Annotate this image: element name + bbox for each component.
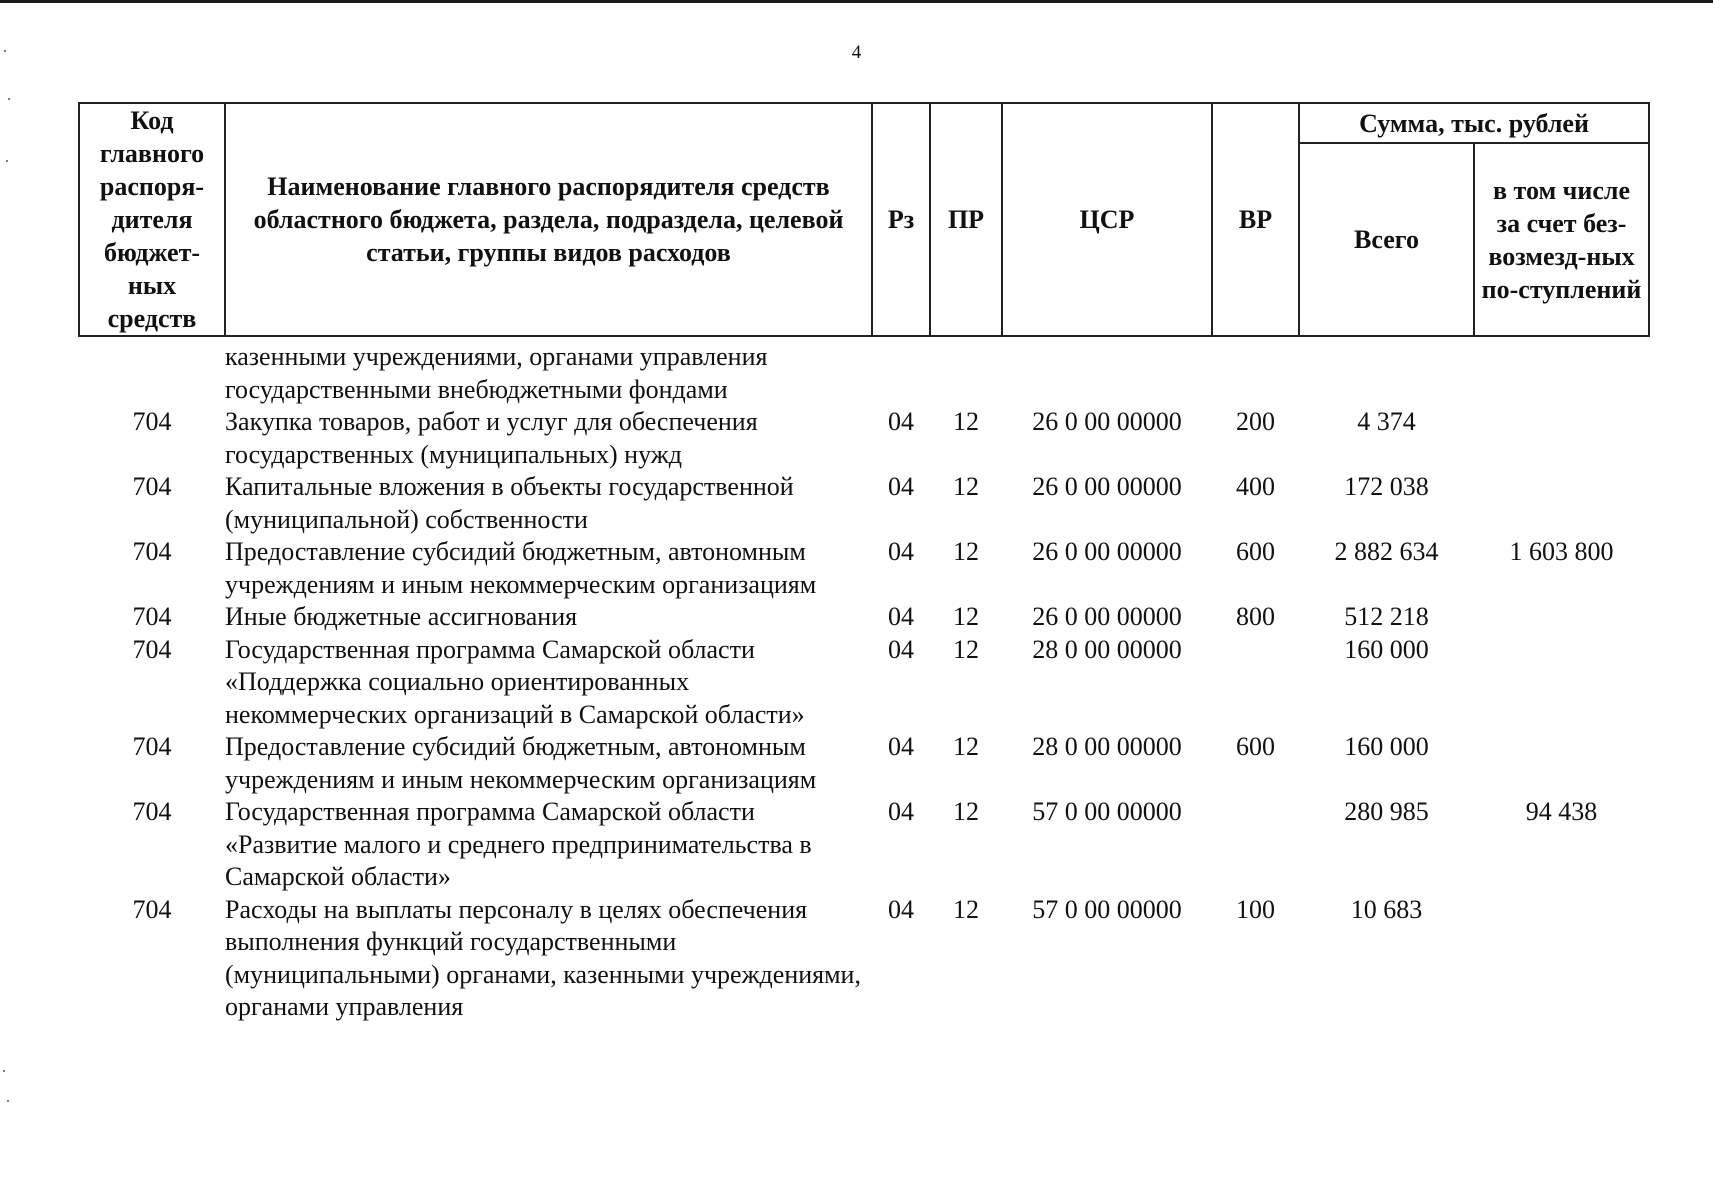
cell-total: 280 985 xyxy=(1344,797,1429,826)
table-header xyxy=(79,103,1649,336)
cell-grants xyxy=(1474,471,1649,536)
cell-rz: 04 xyxy=(888,797,914,826)
cell-pr: 12 xyxy=(953,537,979,566)
cell-grants xyxy=(1474,341,1649,406)
cell-rz: 04 xyxy=(888,732,914,761)
cell-rz: 04 xyxy=(888,602,914,631)
cell-pr: 12 xyxy=(953,407,979,436)
cell-total: 10 683 xyxy=(1350,894,1423,924)
cell-rz: 04 xyxy=(888,472,914,501)
table-row xyxy=(79,341,1649,406)
cell-pr: 12 xyxy=(953,797,979,826)
cell-csr xyxy=(1002,341,1212,406)
cell-rz xyxy=(872,341,930,406)
cell-code: 704 xyxy=(132,732,172,761)
cell-total xyxy=(1299,341,1474,406)
cell-total: 2 882 634 xyxy=(1334,537,1439,566)
cell-name: казенными учреждениями, органами управления государственными внебюджетными фондами xyxy=(225,342,768,404)
table-body xyxy=(79,336,1649,1024)
cell-vr: 600 xyxy=(1236,732,1275,761)
table-row xyxy=(79,634,1649,732)
cell-name: Государственная программа Самарской области «Поддержка социально ориентированных некоммерческих организаций в Самарской области» xyxy=(225,634,805,729)
cell-csr: 26 0 00 00000 xyxy=(1032,602,1182,631)
cell-name: Иные бюджетные ассигнования xyxy=(225,602,578,631)
header-code: Код главного распоря-дителя бюджет-ных средств xyxy=(79,103,225,336)
cell-code xyxy=(79,341,225,406)
cell-grants xyxy=(1474,634,1649,732)
cell-name: Закупка товаров, работ и услуг для обеспечения государственных (муниципальных) нужд xyxy=(225,407,758,469)
top-border-line xyxy=(0,0,1713,3)
cell-vr xyxy=(1212,796,1299,894)
cell-name: Капитальные вложения в объекты государственной (муниципальной) собственности xyxy=(225,472,794,534)
budget-table xyxy=(78,102,1650,1024)
cell-code: 704 xyxy=(132,797,172,826)
cell-name: Предоставление субсидий бюджетным, автономным учреждениям и иным некоммерческим организациям xyxy=(225,732,817,794)
header-rz: Рз xyxy=(872,103,930,336)
cell-total: 160 000 xyxy=(1344,634,1429,664)
cell-vr: 600 xyxy=(1236,537,1275,566)
cell-rz: 04 xyxy=(888,894,914,924)
cell-code: 704 xyxy=(132,894,172,924)
cell-code: 704 xyxy=(132,634,172,664)
table-row xyxy=(79,471,1649,536)
cell-pr: 12 xyxy=(953,894,979,924)
cell-csr: 28 0 00 00000 xyxy=(1032,732,1182,761)
cell-pr xyxy=(930,341,1002,406)
table-row xyxy=(79,796,1649,894)
cell-grants xyxy=(1474,894,1649,1024)
cell-pr: 12 xyxy=(953,602,979,631)
header-total: Всего xyxy=(1299,143,1474,336)
table-row xyxy=(79,601,1649,634)
cell-rz: 04 xyxy=(888,537,914,566)
cell-vr xyxy=(1212,341,1299,406)
header-name: Наименование главного распорядителя средств областного бюджета, раздела, подраздела, целевой статьи, группы видов расходов xyxy=(225,103,872,336)
table-row xyxy=(79,894,1649,1024)
header-vr: ВР xyxy=(1212,103,1299,336)
cell-grants: 94 438 xyxy=(1525,797,1598,826)
table-row xyxy=(79,406,1649,471)
cell-grants xyxy=(1474,731,1649,796)
table-row xyxy=(79,731,1649,796)
cell-grants xyxy=(1474,406,1649,471)
page-number: 4 xyxy=(851,42,862,63)
header-csr: ЦСР xyxy=(1002,103,1212,336)
cell-code: 704 xyxy=(132,537,172,566)
header-sum-group: Сумма, тыс. рублей xyxy=(1299,103,1649,143)
cell-code: 704 xyxy=(132,472,172,501)
cell-vr: 400 xyxy=(1236,472,1275,501)
cell-csr: 26 0 00 00000 xyxy=(1032,537,1182,566)
cell-csr: 26 0 00 00000 xyxy=(1032,472,1182,501)
cell-grants: 1 603 800 xyxy=(1509,537,1614,566)
cell-pr: 12 xyxy=(953,472,979,501)
cell-pr: 12 xyxy=(953,634,979,664)
cell-vr: 800 xyxy=(1236,602,1275,631)
cell-name: Расходы на выплаты персоналу в целях обеспечения выполнения функций государственными (муниципальными) органами, казенными учреждениями, органами управления xyxy=(225,894,861,1021)
cell-name: Государственная программа Самарской области «Развитие малого и среднего предпринимательства в Самарской области» xyxy=(225,797,812,891)
cell-vr: 100 xyxy=(1236,894,1275,924)
cell-csr: 57 0 00 00000 xyxy=(1032,894,1182,924)
cell-total: 160 000 xyxy=(1344,732,1429,761)
header-grants: в том числе за счет без-возмезд-ных по-ступлений xyxy=(1474,143,1649,336)
header-pr: ПР xyxy=(930,103,1002,336)
cell-vr: 200 xyxy=(1236,407,1275,436)
cell-name: Предоставление субсидий бюджетным, автономным учреждениям и иным некоммерческим организациям xyxy=(225,537,817,599)
scan-margin-specks xyxy=(0,40,14,1140)
cell-vr xyxy=(1212,634,1299,732)
cell-total: 172 038 xyxy=(1344,472,1429,501)
cell-csr: 28 0 00 00000 xyxy=(1032,634,1182,664)
cell-grants xyxy=(1474,601,1649,634)
cell-rz: 04 xyxy=(888,634,914,664)
cell-code: 704 xyxy=(132,602,172,631)
cell-code: 704 xyxy=(132,407,172,436)
cell-csr: 57 0 00 00000 xyxy=(1032,797,1182,826)
cell-csr: 26 0 00 00000 xyxy=(1032,407,1182,436)
cell-pr: 12 xyxy=(953,732,979,761)
table-row xyxy=(79,536,1649,601)
cell-total: 4 374 xyxy=(1357,407,1416,436)
cell-rz: 04 xyxy=(888,407,914,436)
cell-total: 512 218 xyxy=(1344,602,1429,631)
